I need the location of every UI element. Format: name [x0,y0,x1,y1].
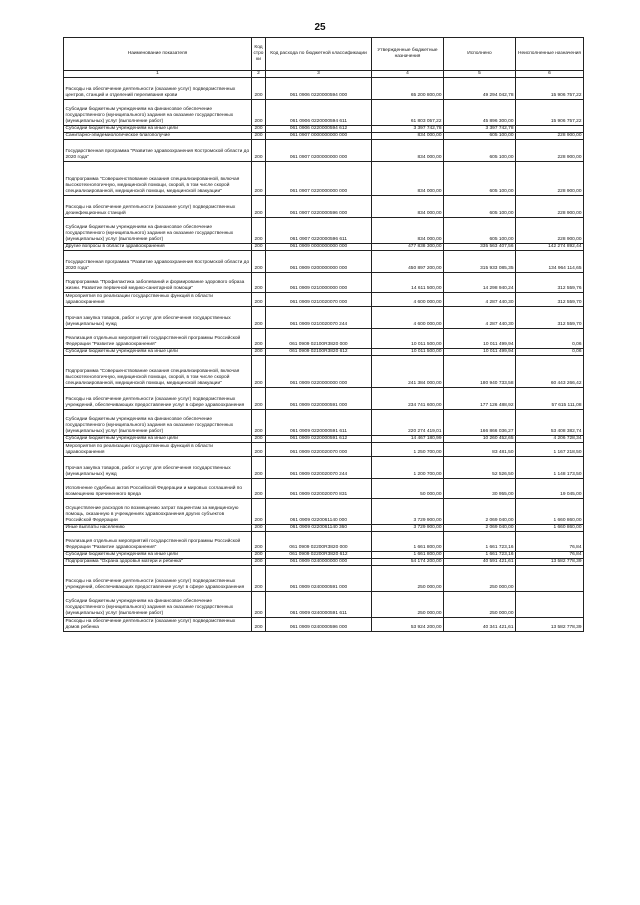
row-name: Субсидии бюджетным учреждениям на финансовое обеспечение государственного (муниципального) задания на оказание государственных (муниципальных) услуг (выполнение работ) [64,100,252,126]
row-kbk: 061 0909 0220020070 000 [266,443,372,457]
row-executed: 1 661 723,16 [444,532,516,552]
row-executed: 10 011 499,94 [444,329,516,349]
row-name: Иные выплаты населению [64,525,252,532]
row-unexecuted: 312 559,70 [516,307,584,329]
row-kbk: 061 0909 0240000596 000 [266,618,372,632]
row-kbk: 061 0909 02100R3820 612 [266,349,372,356]
row-code: 200 [252,410,266,436]
row-code: 200 [252,251,266,273]
row-approved: 3 397 742,78 [372,126,444,133]
row-kbk: 061 0909 0240000591 611 [266,592,372,618]
row-code: 200 [252,349,266,356]
row-unexecuted: 228 900,00 [516,133,584,140]
row-approved: 834 000,00 [372,162,444,196]
row-approved: 14 611 500,00 [372,273,444,293]
row-kbk: 061 0909 0220020070 831 [266,479,372,499]
table-row [64,559,584,566]
row-code: 200 [252,532,266,552]
row-executed: 335 563 407,56 [444,244,516,251]
row-name: Субсидии бюджетным учреждениям на финансовое обеспечение государственного (муниципального) задания на оказание государственных (муниципальных) услуг (выполнение работ) [64,218,252,244]
row-executed: 49 294 042,78 [444,78,516,100]
row-unexecuted: 228 900,00 [516,140,584,162]
row-code: 200 [252,329,266,349]
row-name: Расходы на обеспечение деятельности (оказание услуг) подведомственных учреждений, обеспечивающих предоставление услуг в сфере здравоохранения [64,566,252,592]
row-kbk: 061 0906 0220000594 000 [266,78,372,100]
row-unexecuted: 1 660 860,00 [516,499,584,525]
row-kbk: 061 0909 0220000591 612 [266,436,372,443]
row-approved: 50 000,00 [372,479,444,499]
row-approved: 65 200 800,00 [372,78,444,100]
row-name: Санитарно-эпидемиологическое благополучие [64,133,252,140]
row-executed: 315 933 085,35 [444,251,516,273]
row-kbk: 061 0909 0220061140 000 [266,499,372,525]
row-unexecuted: 15 906 757,22 [516,100,584,126]
table-row [64,293,584,307]
row-name: Мероприятия по реализации государственных функций в области здравоохранения [64,443,252,457]
row-code: 200 [252,618,266,632]
table-row [64,356,584,388]
row-code: 200 [252,443,266,457]
row-approved: 450 897 200,00 [372,251,444,273]
row-code: 200 [252,126,266,133]
row-kbk: 061 0907 0000000000 000 [266,133,372,140]
table-row [64,196,584,218]
row-approved: 54 174 200,00 [372,559,444,566]
row-unexecuted: 312 559,70 [516,293,584,307]
row-name: Субсидии бюджетным учреждениям на финансовое обеспечение государственного (муниципального) задания на оказание государственных (муниципальных) услуг (выполнение работ) [64,592,252,618]
row-code: 200 [252,100,266,126]
row-approved: 834 000,00 [372,140,444,162]
row-approved: 234 741 600,00 [372,388,444,410]
row-unexecuted: 57 615 111,08 [516,388,584,410]
row-code: 200 [252,196,266,218]
row-code: 200 [252,244,266,251]
row-name: Расходы на обеспечение деятельности (оказание услуг) подведомственных дезинфекционных станций [64,196,252,218]
table-row [64,592,584,618]
row-approved: 1 250 700,00 [372,443,444,457]
row-executed: 605 100,00 [444,218,516,244]
header-row [64,38,584,71]
table-row [64,162,584,196]
table-row [64,388,584,410]
row-code: 200 [252,133,266,140]
row-unexecuted: 142 274 892,44 [516,244,584,251]
column-number: 6 [516,71,584,78]
header-executed: Исполнено [444,38,516,71]
row-approved: 4 600 000,00 [372,293,444,307]
row-executed: 10 260 452,65 [444,436,516,443]
row-name: Государственная программа "Развитие здравоохранения Костромской области до 2020 года" [64,251,252,273]
table-row [64,552,584,559]
table-row [64,251,584,273]
row-kbk: 061 0907 0220000596 611 [266,218,372,244]
row-name: Мероприятия по реализации государственных функций в области здравоохранения [64,293,252,307]
row-kbk: 061 0907 0200000000 000 [266,140,372,162]
row-kbk: 061 0909 0240000591 000 [266,566,372,592]
row-code: 200 [252,293,266,307]
table-row [64,218,584,244]
row-approved: 834 000,00 [372,196,444,218]
row-code: 200 [252,499,266,525]
column-number: 5 [444,71,516,78]
row-code: 200 [252,552,266,559]
row-approved: 250 000,00 [372,566,444,592]
row-unexecuted: 60 443 266,42 [516,356,584,388]
page-number: 25 [314,22,326,33]
row-executed: 52 526,50 [444,457,516,479]
row-name: Исполнение судебных актов Российской Федерации и мировых соглашений по возмещению причиненного вреда [64,479,252,499]
row-approved: 1 661 800,00 [372,532,444,552]
table-row [64,618,584,632]
row-approved: 477 838 300,00 [372,244,444,251]
row-code: 200 [252,273,266,293]
row-name: Подпрограмма "Совершенствование оказания специализированной, включая высокотехнологичную, медицинской помощи, скорой, в том числе скорой специализированной, медицинской помощи, медицинской эвакуации" [64,356,252,388]
row-unexecuted: 76,84 [516,552,584,559]
row-executed: 605 100,00 [444,133,516,140]
row-executed: 166 866 036,27 [444,410,516,436]
table-row [64,457,584,479]
table-row [64,307,584,329]
column-number: 1 [64,71,252,78]
table-row [64,532,584,552]
row-approved: 250 000,00 [372,592,444,618]
row-kbk: 061 0906 0220000594 611 [266,100,372,126]
row-unexecuted: 228 900,00 [516,218,584,244]
budget-execution-table [63,37,584,632]
row-executed: 180 940 733,58 [444,356,516,388]
row-executed: 83 481,50 [444,443,516,457]
row-unexecuted: 1 167 218,50 [516,443,584,457]
table-row [64,244,584,251]
row-unexecuted: 228 900,00 [516,162,584,196]
table-row [64,566,584,592]
row-kbk: 061 0909 0240000000 000 [266,559,372,566]
table-row [64,436,584,443]
row-kbk: 061 0909 0210020070 000 [266,293,372,307]
table-row [64,140,584,162]
row-name: Прочая закупка товаров, работ и услуг для обеспечения государственных (муниципальных) нужд [64,457,252,479]
row-kbk: 061 0909 02100R3820 000 [266,329,372,349]
table-row [64,499,584,525]
row-name: Расходы на обеспечение деятельности (оказание услуг) подведомственных учреждений, обеспечивающих предоставление услуг в сфере здравоохранения [64,388,252,410]
row-executed: 10 011 499,94 [444,349,516,356]
row-name: Осуществление расходов по возмещению затрат пациентам за медицинскую помощь, оказанную в учреждениях здравоохранения других субъектов Российской Федерации [64,499,252,525]
table-row [64,329,584,349]
column-number: 2 [252,71,266,78]
table-row [64,133,584,140]
row-approved: 1 661 800,00 [372,552,444,559]
row-code: 200 [252,78,266,100]
row-name: Прочая закупка товаров, работ и услуг для обеспечения государственных (муниципальных) нужд [64,307,252,329]
table-row [64,126,584,133]
row-unexecuted: 1 660 860,00 [516,525,584,532]
row-unexecuted: 13 582 778,39 [516,559,584,566]
row-approved: 1 200 700,00 [372,457,444,479]
header-approved: Утвержденные бюджетные назначения [372,38,444,71]
row-name: Реализация отдельных мероприятий государственной программы Российской Федерации "Развитие здравоохранения" [64,532,252,552]
table-row [64,349,584,356]
row-kbk: 061 0909 0220000591 000 [266,388,372,410]
header-code: Код строки [252,38,266,71]
table-row [64,100,584,126]
row-name: Расходы на обеспечение деятельности (оказание услуг) подведомственных центров, станций и отделений переливания крови [64,78,252,100]
row-kbk: 061 0909 0210020070 244 [266,307,372,329]
row-name: Другие вопросы в области здравоохранения [64,244,252,251]
row-executed: 605 100,00 [444,162,516,196]
row-kbk: 061 0909 0000000000 000 [266,244,372,251]
row-kbk: 061 0909 0220000000 000 [266,356,372,388]
table-row [64,410,584,436]
header-kbk: Код расхода по бюджетной классификации [266,38,372,71]
row-approved: 3 729 900,00 [372,525,444,532]
row-kbk: 061 0909 0220000591 611 [266,410,372,436]
row-approved: 3 729 900,00 [372,499,444,525]
row-executed: 40 591 421,61 [444,559,516,566]
row-unexecuted: 19 045,00 [516,479,584,499]
row-code: 200 [252,559,266,566]
header-name: Наименование показателя [64,38,252,71]
row-code: 200 [252,479,266,499]
row-unexecuted: 134 964 114,65 [516,251,584,273]
column-number-row [64,71,584,78]
row-unexecuted: 1 148 173,50 [516,457,584,479]
row-executed: 14 298 940,24 [444,273,516,293]
row-unexecuted [516,592,584,618]
table-body [64,78,584,632]
row-approved: 61 803 057,22 [372,100,444,126]
row-name: Подпрограмма "Охрана здоровья матери и ребенка" [64,559,252,566]
row-name: Субсидии бюджетным учреждениям на иные цели [64,126,252,133]
row-approved: 10 011 500,00 [372,329,444,349]
row-code: 200 [252,436,266,443]
row-executed: 1 661 723,16 [444,552,516,559]
row-unexecuted: 4 206 728,34 [516,436,584,443]
row-kbk: 061 0909 0220061140 360 [266,525,372,532]
table-row [64,525,584,532]
row-name: Субсидии бюджетным учреждениям на финансовое обеспечение государственного (муниципального) задания на оказание государственных (муниципальных) услуг (выполнение работ) [64,410,252,436]
header-unexecuted: Неисполненные назначения [516,38,584,71]
row-code: 200 [252,457,266,479]
row-approved: 10 011 500,00 [372,349,444,356]
table-row [64,273,584,293]
table-row [64,479,584,499]
row-name: Подпрограмма "Профилактика заболеваний и формирование здорового образа жизни. Развитие первичной медико-санитарной помощи" [64,273,252,293]
row-approved: 220 274 419,01 [372,410,444,436]
row-unexecuted: 228 900,00 [516,196,584,218]
row-name: Подпрограмма "Совершенствование оказания специализированной, включая высокотехнологичную, медицинской помощи, скорой, в том числе скорой специализированной, медицинской помощи, медицинской эвакуации" [64,162,252,196]
row-code: 200 [252,566,266,592]
row-unexecuted: 13 582 778,39 [516,618,584,632]
row-code: 200 [252,162,266,196]
row-unexecuted [516,126,584,133]
column-number: 4 [372,71,444,78]
row-code: 200 [252,592,266,618]
row-approved: 53 924 200,00 [372,618,444,632]
row-unexecuted: 312 559,76 [516,273,584,293]
row-kbk: 061 0906 0220000594 612 [266,126,372,133]
row-unexecuted: 76,84 [516,532,584,552]
row-approved: 241 384 000,00 [372,356,444,388]
row-name: Субсидии бюджетным учреждениям на иные цели [64,349,252,356]
row-approved: 834 000,00 [372,218,444,244]
row-code: 200 [252,218,266,244]
row-executed: 605 100,00 [444,196,516,218]
row-executed: 250 000,00 [444,592,516,618]
row-kbk: 061 0909 02200R3820 612 [266,552,372,559]
row-code: 200 [252,388,266,410]
row-name: Субсидии бюджетным учреждениям на иные цели [64,436,252,443]
row-name: Государственная программа "Развитие здравоохранения Костромской области до 2020 года" [64,140,252,162]
row-name: Реализация отдельных мероприятий государственной программы Российской Федерации "Развитие здравоохранения" [64,329,252,349]
row-unexecuted [516,566,584,592]
row-approved: 4 600 000,00 [372,307,444,329]
row-kbk: 061 0909 0220020070 244 [266,457,372,479]
row-kbk: 061 0907 0220000000 000 [266,162,372,196]
row-executed: 40 341 421,61 [444,618,516,632]
row-executed: 2 069 040,00 [444,499,516,525]
row-kbk: 061 0909 0200000000 000 [266,251,372,273]
row-name: Расходы на обеспечение деятельности (оказание услуг) подведомственных домов ребенка [64,618,252,632]
row-executed: 4 287 440,30 [444,307,516,329]
row-unexecuted: 53 408 382,74 [516,410,584,436]
row-code: 200 [252,525,266,532]
row-unexecuted: 0,06 [516,349,584,356]
row-approved: 834 000,00 [372,133,444,140]
row-unexecuted: 15 906 757,22 [516,78,584,100]
row-code: 200 [252,307,266,329]
row-kbk: 061 0909 0210000000 000 [266,273,372,293]
row-executed: 605 100,00 [444,140,516,162]
table-row [64,78,584,100]
row-executed: 250 000,00 [444,566,516,592]
row-executed: 30 955,00 [444,479,516,499]
row-executed: 177 126 488,92 [444,388,516,410]
row-executed: 2 069 040,00 [444,525,516,532]
row-code: 200 [252,140,266,162]
column-number: 3 [266,71,372,78]
row-executed: 4 287 440,30 [444,293,516,307]
row-unexecuted: 0,06 [516,329,584,349]
row-name: Субсидии бюджетным учреждениям на иные цели [64,552,252,559]
row-kbk: 061 0907 0220000596 000 [266,196,372,218]
table-row [64,443,584,457]
row-kbk: 061 0909 02200R3820 000 [266,532,372,552]
row-code: 200 [252,356,266,388]
row-executed: 3 397 742,78 [444,126,516,133]
row-approved: 14 467 180,99 [372,436,444,443]
row-executed: 45 896 300,00 [444,100,516,126]
